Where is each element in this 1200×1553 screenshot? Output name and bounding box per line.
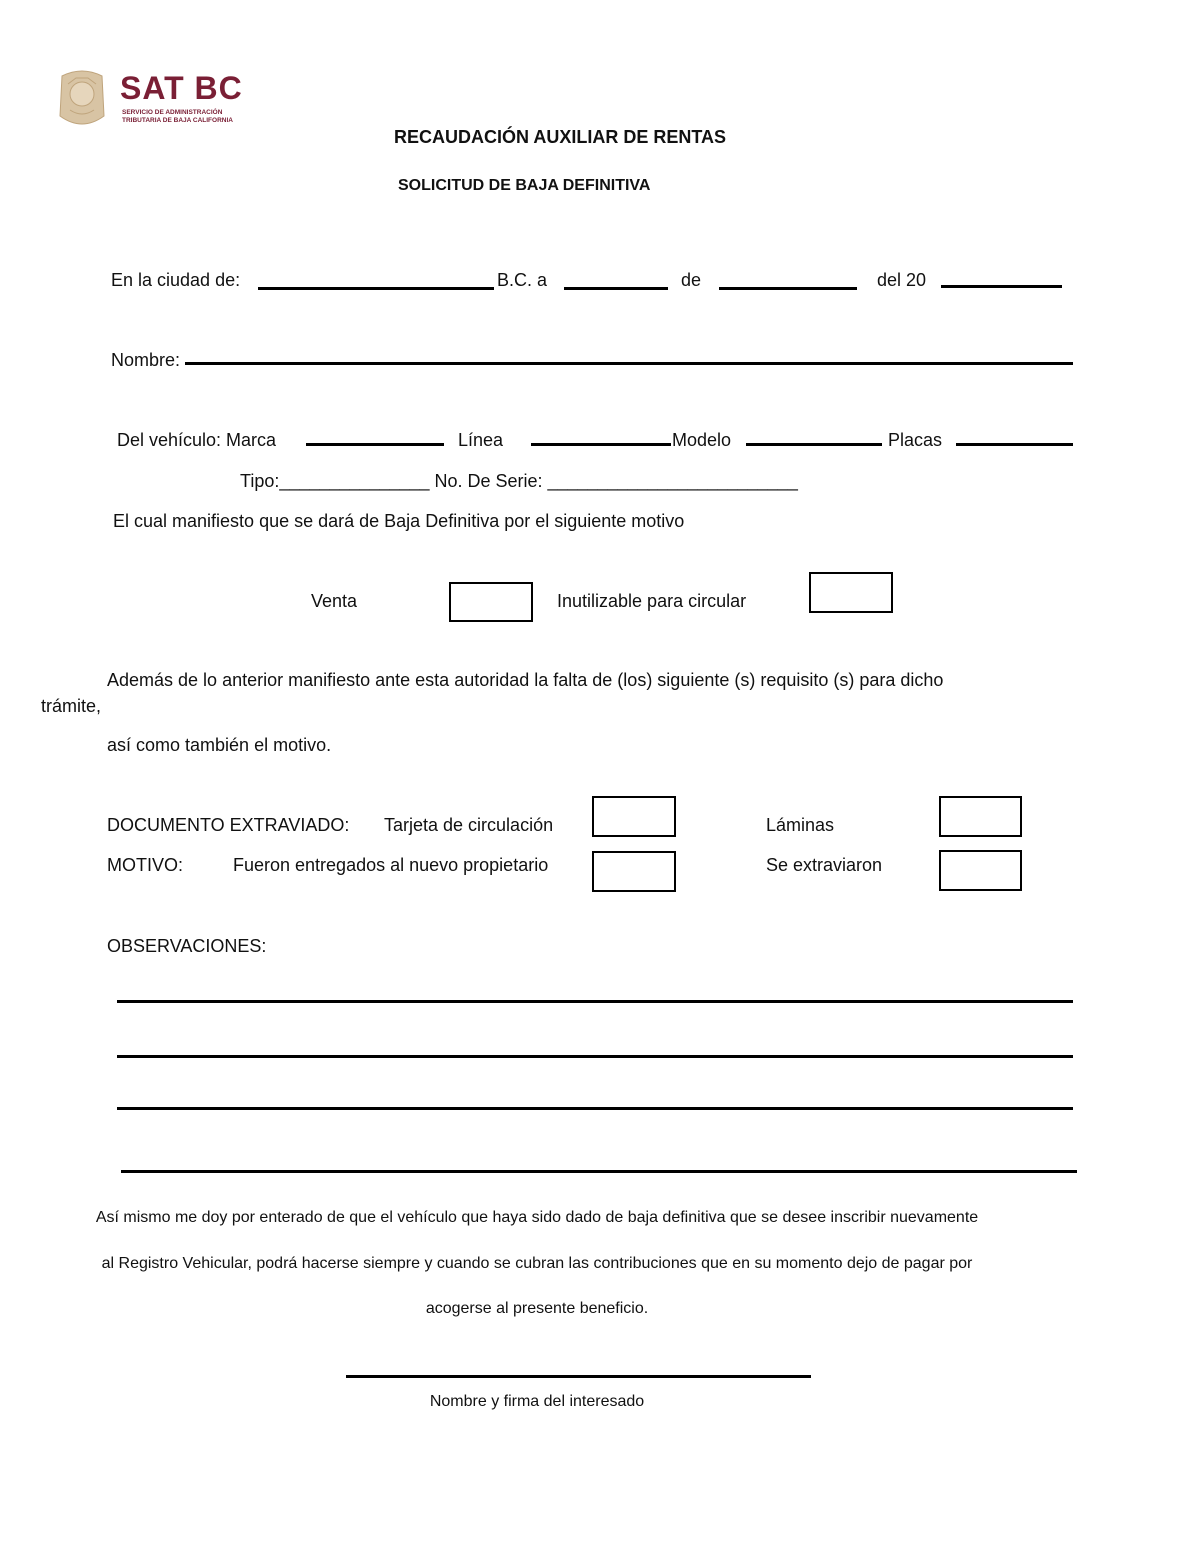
venta-label: Venta bbox=[311, 591, 358, 611]
observaciones-label: OBSERVACIONES: bbox=[107, 936, 267, 956]
laminas-label: Láminas bbox=[766, 815, 835, 835]
requirements-line-1: Además de lo anterior manifiesto ante esta autoridad la falta de (los) siguiente (s) requisito (s) para dicho bbox=[107, 670, 944, 690]
entregados-label: Fueron entregados al nuevo propietario bbox=[233, 855, 549, 875]
month-de-label: de bbox=[681, 270, 702, 290]
name-field[interactable] bbox=[185, 362, 1073, 365]
inutilizable-checkbox[interactable] bbox=[809, 572, 893, 613]
observation-line[interactable] bbox=[121, 1170, 1077, 1173]
observation-line[interactable] bbox=[117, 1055, 1073, 1058]
month-field[interactable] bbox=[719, 287, 857, 290]
name-label: Nombre: bbox=[111, 350, 181, 370]
requirements-line-2: trámite, bbox=[41, 696, 102, 716]
day-field[interactable] bbox=[564, 287, 668, 290]
city-field[interactable] bbox=[258, 287, 494, 290]
tipo-serie-line[interactable]: Tipo:_______________ No. De Serie: _________________________ bbox=[240, 471, 798, 491]
motivo-label: MOTIVO: bbox=[107, 855, 183, 875]
extraviaron-label: Se extraviaron bbox=[766, 855, 883, 875]
laminas-checkbox[interactable] bbox=[939, 796, 1022, 837]
logo-sub-line-2: TRIBUTARIA DE BAJA CALIFORNIA bbox=[122, 117, 233, 124]
venta-checkbox[interactable] bbox=[449, 582, 533, 622]
inutilizable-label: Inutilizable para circular bbox=[557, 591, 747, 611]
signature-line[interactable] bbox=[346, 1375, 811, 1378]
logo-brand-text: SAT BC bbox=[120, 70, 243, 106]
tarjeta-circulacion-checkbox[interactable] bbox=[592, 796, 676, 837]
logo-sub-line-1: SERVICIO DE ADMINISTRACIÓN bbox=[122, 109, 223, 116]
motive-intro: El cual manifiesto que se dará de Baja Definitiva por el siguiente motivo bbox=[113, 511, 685, 531]
requirements-line-3: así como también el motivo. bbox=[107, 735, 332, 755]
observation-line[interactable] bbox=[117, 1000, 1073, 1003]
signature-label: Nombre y firma del interesado bbox=[429, 1393, 645, 1410]
city-label: En la ciudad de: bbox=[111, 270, 241, 290]
tarjeta-circulacion-label: Tarjeta de circulación bbox=[384, 815, 554, 835]
brand-field[interactable] bbox=[306, 443, 444, 446]
placas-field[interactable] bbox=[956, 443, 1073, 446]
observation-line[interactable] bbox=[117, 1107, 1073, 1110]
notice-line-2: al Registro Vehicular, podrá hacerse siempre y cuando se cubran las contribuciones que en su momento dejo de pagar por bbox=[101, 1255, 973, 1272]
year-field[interactable] bbox=[941, 285, 1062, 288]
entregados-checkbox[interactable] bbox=[592, 851, 676, 892]
documento-extraviado-label: DOCUMENTO EXTRAVIADO: bbox=[107, 815, 350, 835]
page-subtitle: SOLICITUD DE BAJA DEFINITIVA bbox=[398, 177, 651, 194]
linea-field[interactable] bbox=[531, 443, 671, 446]
notice-line-3: acogerse al presente beneficio. bbox=[425, 1300, 649, 1317]
linea-label: Línea bbox=[458, 430, 504, 450]
page-title: RECAUDACIÓN AUXILIAR DE RENTAS bbox=[394, 127, 727, 147]
vehicle-brand-label: Del vehículo: Marca bbox=[117, 430, 277, 450]
modelo-field[interactable] bbox=[746, 443, 882, 446]
extraviaron-checkbox[interactable] bbox=[939, 850, 1022, 891]
year-label: del 20 bbox=[877, 270, 927, 290]
modelo-label: Modelo bbox=[672, 430, 732, 450]
notice-line-1: Así mismo me doy por enterado de que el vehículo que haya sido dado de baja definitiva que se desee inscribir nuevamente bbox=[95, 1209, 979, 1226]
state-label: B.C. a bbox=[497, 270, 548, 290]
sat-bc-logo bbox=[58, 66, 258, 132]
placas-label: Placas bbox=[888, 430, 943, 450]
